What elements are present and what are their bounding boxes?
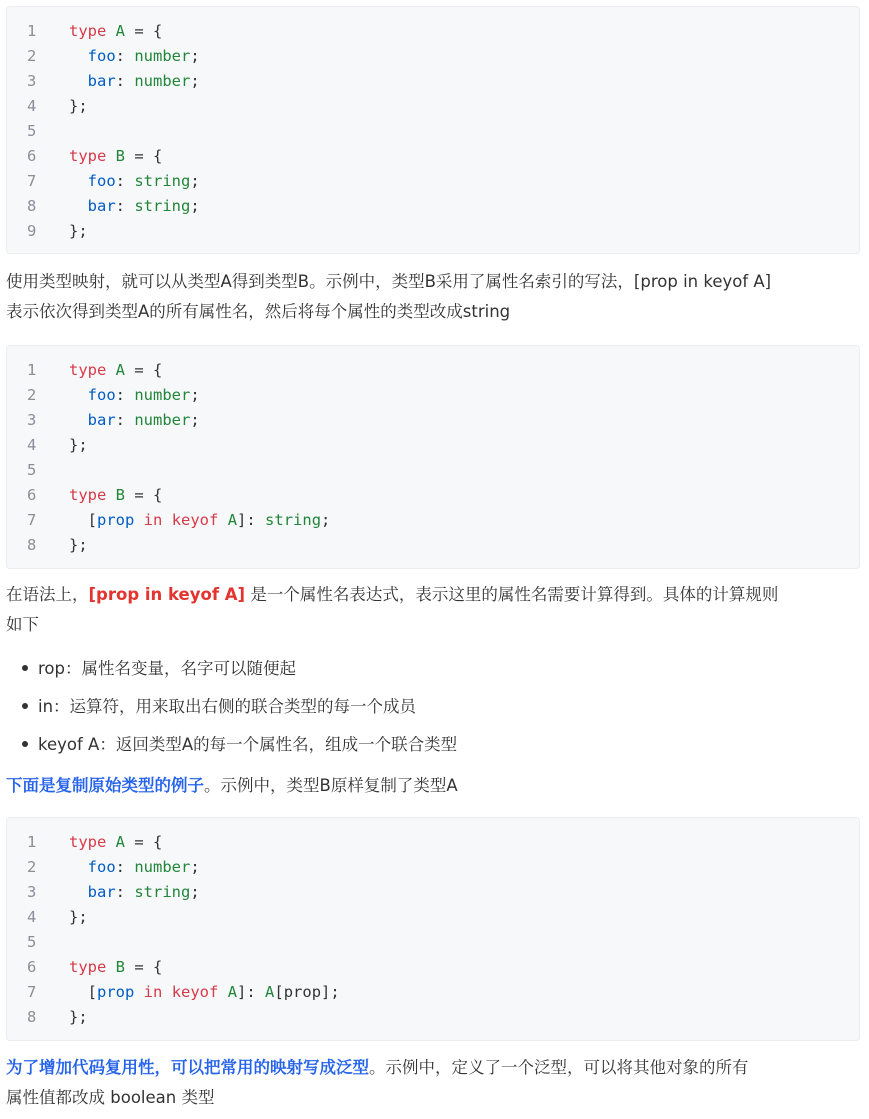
bullet-dot (22, 741, 28, 747)
line-number: 1 (27, 361, 37, 379)
code-token: foo (87, 47, 116, 65)
code-token: A (227, 983, 238, 1001)
code-text (69, 980, 340, 1005)
code-token (106, 22, 115, 40)
code-token: number (134, 47, 191, 65)
generic-suffix: 。示例中，定义了一个泛型，可以将其他对象的所有 (369, 1058, 749, 1077)
code-text (69, 383, 200, 408)
code-token (134, 511, 143, 529)
code-token: prop (97, 983, 135, 1001)
code-token: ; (190, 386, 200, 404)
paragraph-line (6, 580, 862, 610)
code-token (134, 983, 143, 1001)
line-number: 2 (27, 858, 37, 876)
code-token: number (134, 858, 191, 876)
code-token: [ (69, 983, 97, 1001)
paragraph-line: 如下 (6, 615, 39, 634)
line-number: 1 (27, 833, 37, 851)
code-text (69, 955, 162, 980)
code-token: A (115, 22, 126, 40)
code-text (69, 830, 162, 855)
code-token: = { (125, 22, 163, 40)
code-token: bar (87, 883, 116, 901)
code-token (162, 511, 171, 529)
code-text (69, 69, 200, 94)
code-token: ; (190, 883, 200, 901)
syntax-expression-highlight: [prop in keyof A] (88, 585, 246, 604)
code-token: bar (87, 197, 116, 215)
code-token: string (265, 511, 322, 529)
paragraph-line: 使用类型映射，就可以从类型A得到类型B。示例中，类型B采用了属性名索引的写法，[prop in keyof A] (6, 272, 772, 291)
code-token: A (115, 361, 126, 379)
code-token: = { (125, 958, 163, 976)
code-token: ; (190, 72, 200, 90)
line-number: 3 (27, 883, 37, 901)
bullet-dot (22, 665, 28, 671)
list-item-text: keyof A：返回类型A的每一个属性名，组成一个联合类型 (38, 735, 458, 754)
code-token: type (69, 22, 107, 40)
code-token: type (69, 486, 107, 504)
code-token: in (143, 983, 163, 1001)
code-block-3 (6, 817, 860, 1041)
code-token: ; (190, 411, 200, 429)
code-token: }; (69, 436, 88, 454)
code-token (106, 147, 115, 165)
paragraph-line: 表示依次得到类型A的所有属性名，然后将每个属性的类型改成string (6, 302, 511, 321)
code-token: ]: (237, 983, 266, 1001)
list-item-rop (22, 655, 296, 683)
code-token: : (115, 883, 135, 901)
line-number: 3 (27, 411, 37, 429)
code-token: }; (69, 908, 88, 926)
line-number: 3 (27, 72, 37, 90)
line-number: 4 (27, 436, 37, 454)
code-token: number (134, 72, 191, 90)
line-number: 5 (27, 461, 37, 479)
code-token: foo (87, 172, 116, 190)
code-token (106, 833, 115, 851)
code-token: [ (69, 511, 97, 529)
line-number: 2 (27, 47, 37, 65)
code-token (69, 411, 88, 429)
code-token (162, 983, 171, 1001)
code-token: : (115, 172, 135, 190)
syntax-suffix: 是一个属性名表达式，表示这里的属性名需要计算得到。具体的计算规则 (245, 585, 779, 604)
line-number: 7 (27, 511, 37, 529)
code-text (69, 144, 162, 169)
paragraph-line (6, 771, 862, 801)
code-token: ; (190, 197, 200, 215)
copy-example-suffix: 。示例中，类型B原样复制了类型A (204, 776, 458, 795)
list-item-text: rop：属性名变量，名字可以随便起 (38, 659, 296, 678)
code-text (69, 433, 88, 458)
code-token (69, 47, 88, 65)
line-number: 6 (27, 486, 37, 504)
line-number: 4 (27, 97, 37, 115)
code-token: type (69, 833, 107, 851)
paragraph-line (6, 1053, 862, 1083)
code-token: B (115, 147, 126, 165)
code-token: }; (69, 536, 88, 554)
code-text (69, 194, 200, 219)
code-block-1 (6, 6, 860, 254)
line-number: 4 (27, 908, 37, 926)
code-token: = { (125, 361, 163, 379)
code-token: bar (87, 411, 116, 429)
code-token: ]: (237, 511, 266, 529)
list-item-keyof (22, 731, 457, 759)
code-token: : (115, 47, 135, 65)
code-token: bar (87, 72, 116, 90)
code-text (69, 483, 162, 508)
code-text (69, 533, 88, 558)
code-token: B (115, 486, 126, 504)
code-token: string (134, 197, 191, 215)
paragraph-syntax (6, 580, 862, 640)
code-token (218, 983, 227, 1001)
code-token: number (134, 411, 191, 429)
code-token: = { (125, 486, 163, 504)
line-number: 6 (27, 958, 37, 976)
code-token: keyof (171, 511, 219, 529)
code-token: B (115, 958, 126, 976)
code-token (69, 858, 88, 876)
code-token (69, 883, 88, 901)
code-token: number (134, 386, 191, 404)
code-token: A (265, 983, 275, 1001)
code-text (69, 44, 200, 69)
code-text (69, 169, 200, 194)
code-text (69, 408, 200, 433)
line-number: 5 (27, 933, 37, 951)
code-token: A (227, 511, 238, 529)
code-token: keyof (171, 983, 219, 1001)
code-token: ; (190, 172, 200, 190)
line-number: 6 (27, 147, 37, 165)
code-token (106, 361, 115, 379)
code-token (106, 486, 115, 504)
line-number: 5 (27, 122, 37, 140)
code-text (69, 880, 200, 905)
line-number: 1 (27, 22, 37, 40)
code-token: }; (69, 222, 88, 240)
line-number: 7 (27, 983, 37, 1001)
code-token (69, 197, 88, 215)
bullet-dot (22, 703, 28, 709)
code-token: foo (87, 858, 116, 876)
code-text (69, 94, 88, 119)
code-token (69, 386, 88, 404)
code-token: prop (97, 511, 135, 529)
code-token: }; (69, 97, 88, 115)
line-number: 8 (27, 536, 37, 554)
list-item-in (22, 693, 416, 721)
code-text (69, 219, 88, 244)
paragraph-copy-example (6, 771, 862, 801)
code-token: : (115, 197, 135, 215)
paragraph-generic (6, 1053, 862, 1113)
code-token: type (69, 958, 107, 976)
code-token: : (115, 411, 135, 429)
code-token: : (115, 386, 135, 404)
code-token: }; (69, 1008, 88, 1026)
code-text (69, 508, 330, 533)
code-token: : (115, 72, 135, 90)
code-token (69, 72, 88, 90)
line-number: 7 (27, 172, 37, 190)
code-token (69, 172, 88, 190)
line-number: 9 (27, 222, 37, 240)
code-token: ; (321, 511, 331, 529)
code-token: ; (190, 858, 200, 876)
code-text (69, 1005, 88, 1030)
generic-highlight: 为了增加代码复用性，可以把常用的映射写成泛型 (6, 1058, 369, 1077)
code-text (69, 905, 88, 930)
code-text (69, 855, 200, 880)
syntax-prefix: 在语法上， (6, 585, 89, 604)
code-token (218, 511, 227, 529)
list-item-text: in：运算符，用来取出右侧的联合类型的每一个成员 (38, 697, 417, 716)
line-number: 8 (27, 197, 37, 215)
copy-example-highlight: 下面是复制原始类型的例子 (6, 776, 204, 795)
line-number: 2 (27, 386, 37, 404)
code-token: = { (125, 147, 163, 165)
code-token: in (143, 511, 163, 529)
paragraph-type-mapping (6, 267, 862, 327)
code-token: type (69, 147, 107, 165)
code-text (69, 358, 162, 383)
code-token: ; (190, 47, 200, 65)
code-token (106, 958, 115, 976)
code-token: : (115, 858, 135, 876)
code-block-2 (6, 345, 860, 569)
paragraph-line: 属性值都改成 boolean 类型 (6, 1088, 215, 1107)
code-token: type (69, 361, 107, 379)
code-token: foo (87, 386, 116, 404)
code-token: [prop]; (274, 983, 340, 1001)
line-number: 8 (27, 1008, 37, 1026)
code-token: string (134, 172, 191, 190)
code-token: = { (125, 833, 163, 851)
code-token: A (115, 833, 126, 851)
code-text (69, 19, 162, 44)
code-token: string (134, 883, 191, 901)
